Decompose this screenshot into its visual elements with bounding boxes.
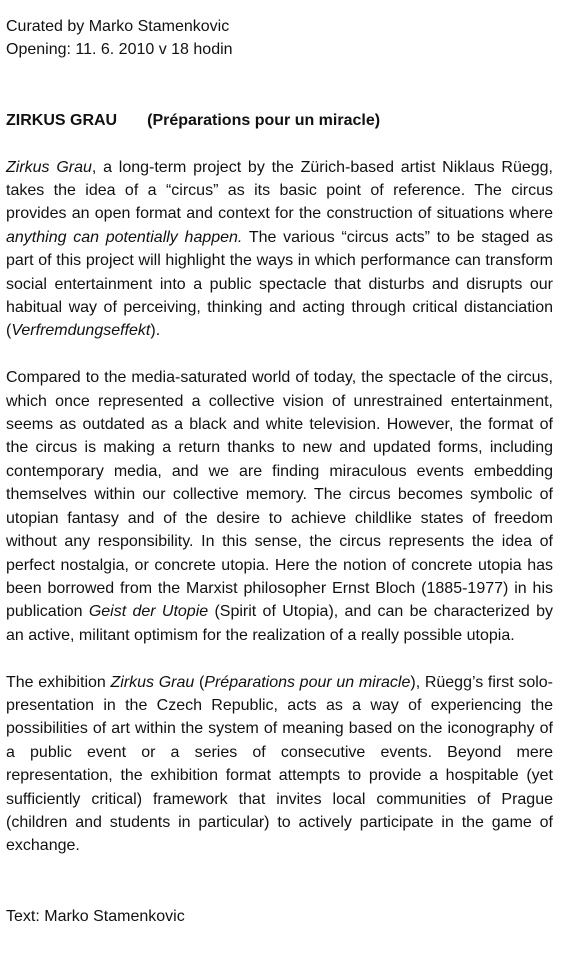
body-text: (Spirit of Utopia), and can be characterized by an active, militant optimism for the realization of a really possible utopia. xyxy=(6,603,553,644)
spacer xyxy=(6,647,553,670)
body-text: ), Rüegg’s first solo-presentation in the Czech Republic, acts as a way of experiencing the possibilities of art within the system of meaning based on the iconography of a public event or a series of consecutive events. Beyond mere representation, the exhibition format attempts to provide a hospitable (yet sufficiently critical) framework that invites local communities of Prague (children and students in particular) to actively participate in the game of exchange. xyxy=(6,673,554,855)
body-text: Compared to the media-saturated world of today, the spectacle of the circus, which once represented a collective vision of unrestrained entertainment, seems as outdated as a black and white television. However, the format of the circus is making a return thanks to new and updated forms, including contemporary media, and we are finding miraculous events embedding themselves within our collective memory. The circus becomes symbolic of utopian fantasy and of the desire to achieve childlike states of freedom without any responsibility. In this sense, the circus represents the idea of perfect nostalgia, or concrete utopia. Here the notion of concrete utopia has been borrowed from the Marxist philosopher Ernst Bloch (1885-1977) in his publication xyxy=(6,369,553,621)
body-text: The various “circus acts” to be staged as part of this project will highlight the ways in which performance can transform social entertainment into a public spectacle that disturbs and disrupts our habitual way of perceiving, thinking and acting through critical distanciation ( xyxy=(6,228,554,340)
spacer xyxy=(6,132,553,155)
title-subtitle: (Préparations pour un miracle) xyxy=(147,111,381,129)
italic-text: Préparations pour un miracle xyxy=(204,673,411,691)
paragraph-intro xyxy=(6,156,553,343)
italic-text: Geist der Utopie xyxy=(88,603,209,621)
italic-text: Verfremdungseffekt xyxy=(11,322,151,340)
document xyxy=(6,15,553,928)
opening-line: Opening: 11. 6. 2010 v 18 hodin xyxy=(6,41,233,59)
spacer xyxy=(6,62,553,109)
italic-text: anything can potentially happen. xyxy=(6,228,243,246)
spacer xyxy=(6,858,553,905)
body-text: The exhibition xyxy=(6,673,111,691)
text-credit: Text: Marko Stamenkovic xyxy=(6,907,185,925)
italic-text: Zirkus Grau xyxy=(110,673,195,691)
body-text: , a long-term project by the Zürich-based artist Niklaus Rüegg, takes the idea of a “circus” as its basic point of reference. The circus provides an open format and context for the construction of situations where xyxy=(6,158,553,223)
body-text: ). xyxy=(150,322,161,340)
curator-line: Curated by Marko Stamenkovic xyxy=(6,18,230,35)
title-main: ZIRKUS GRAU xyxy=(6,111,118,129)
italic-text: Zirkus Grau xyxy=(6,158,92,176)
paragraph-circus xyxy=(6,366,553,647)
body-text: ( xyxy=(194,673,205,691)
spacer xyxy=(6,343,553,366)
exhibition-title xyxy=(6,109,553,132)
paragraph-exhibition xyxy=(6,671,553,858)
